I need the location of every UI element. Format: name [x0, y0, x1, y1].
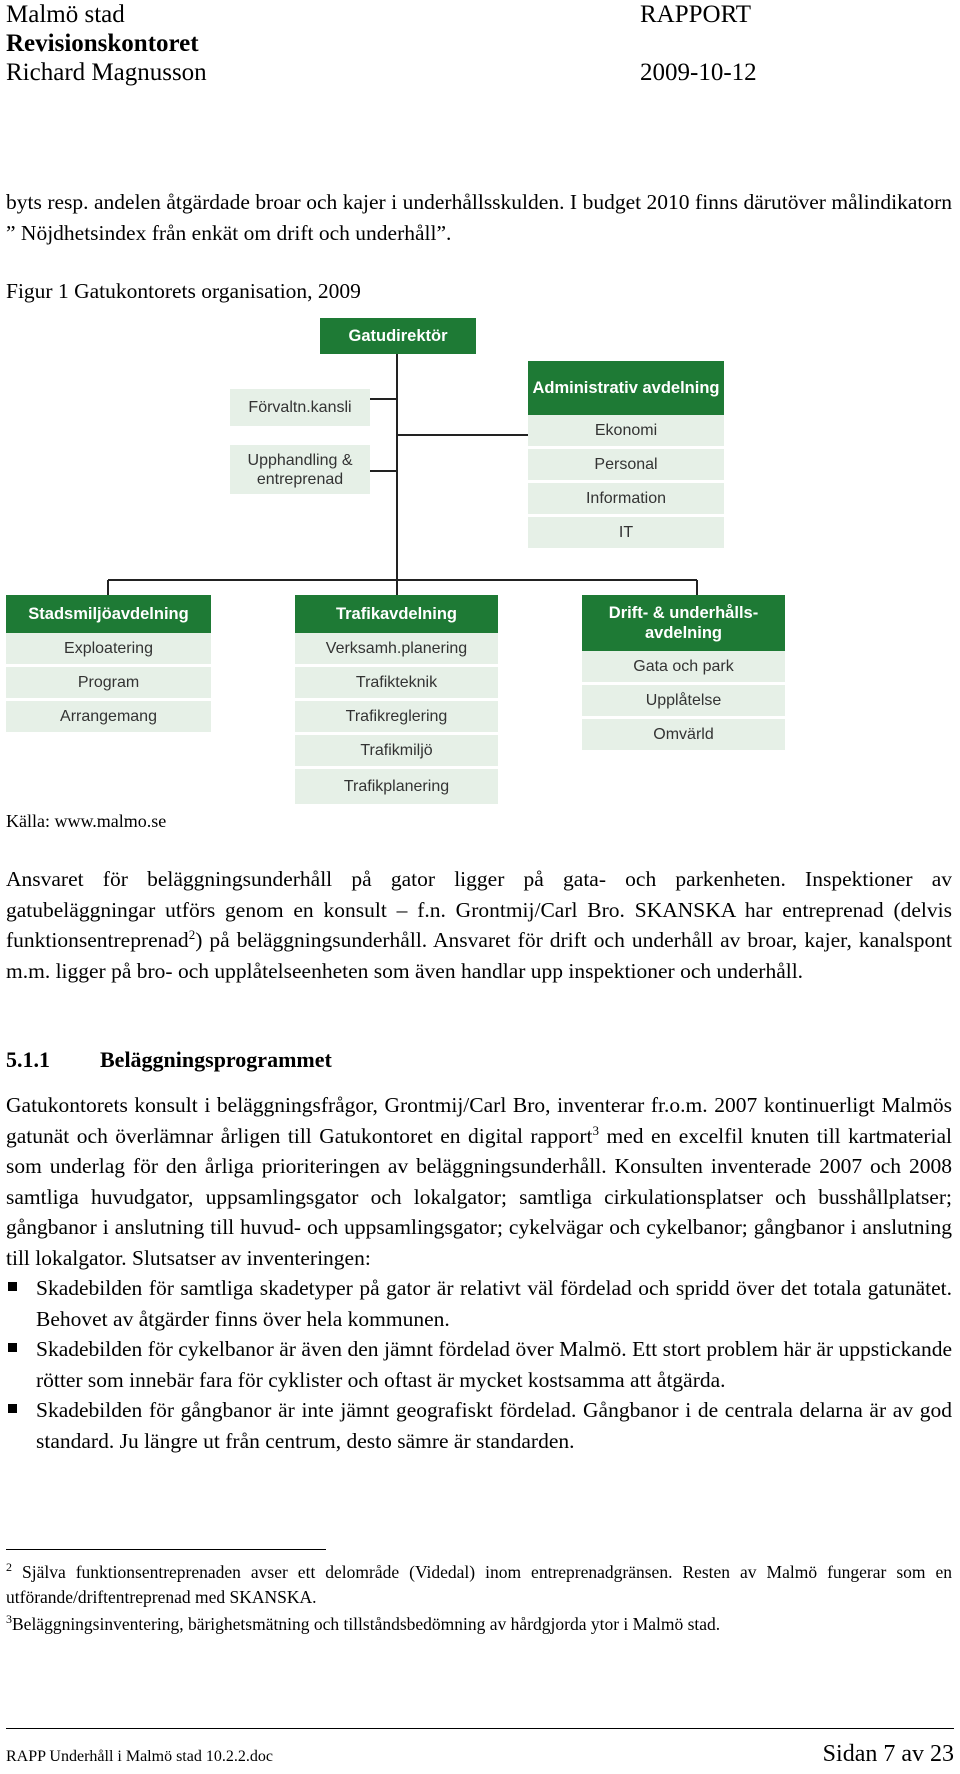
footer-page: Sidan 7 av 23 [822, 1741, 954, 1767]
box-dept-item: Trafikreglering [295, 701, 498, 735]
list-item: Skadebilden för gångbanor är inte jämnt geografiskt fördelad. Gångbanor i de centrala delarna är av god standard. Ju längre ut från centrum, desto sämre är standarden. [6, 1395, 952, 1456]
footnote-ref: 3 [592, 1122, 599, 1138]
footnote [6, 1560, 952, 1610]
box-dept-title: Stadsmiljöavdelning [6, 595, 211, 633]
paragraph-text: ) på beläggningsunderhåll. Ansvaret för drift och underhåll av broar, kajer, kanalspont m.m. ligger på bro- och upplåtelseenheten som även handlar upp inspektioner och underhåll. [6, 928, 952, 983]
box-admin-item: Information [528, 483, 724, 517]
box-admin-item: IT [528, 517, 724, 551]
header-author: Richard Magnusson [6, 59, 207, 86]
section-title: Beläggningsprogrammet [100, 1047, 332, 1072]
section-number: 5.1.1 [6, 1047, 50, 1072]
paragraph-program [6, 1090, 952, 1456]
footnote-number: 3 [6, 1612, 12, 1627]
box-dept-item: Verksamh.planering [295, 633, 498, 667]
footnote-divider [6, 1549, 326, 1550]
figure-source: Källa: www.malmo.se [6, 811, 167, 831]
paragraph-text: med en excelfil knuten till kartmaterial som underlag för den årliga prioriteringen av beläggningsunderhåll. Konsulten inventerade 2007 och 2008 samtliga huvudgator, uppsamlingsgator och lokalgator; samtliga cirkulationsplatser och busshållplatser; gångbanor i anslutning till huvud- och uppsamlingsgator; cykelvägar och cykelbanor; gångbanor i anslutning till lokalgator. Slutsatser av inventeringen: [6, 1123, 952, 1270]
paragraph-text: Gatukontorets konsult i beläggningsfrågor, Grontmij/Carl Bro, inventerar fr.o.m. 2007 kontinuerligt Malmös gatunät och överlämnar årligen till Gatukontoret en digital rapport [6, 1093, 952, 1148]
box-dept-item: Program [6, 667, 211, 701]
figure-caption: Figur 1 Gatukontorets organisation, 2009 [6, 279, 361, 303]
box-dept-item: Omvärld [582, 719, 785, 753]
box-dept-item: Arrangemang [6, 701, 211, 735]
footnote-ref: 2 [188, 926, 196, 942]
box-admin-item: Personal [528, 449, 724, 483]
box-dept-item: Upplåtelse [582, 685, 785, 719]
box-dept-item: Exploatering [6, 633, 211, 667]
list-item: Skadebilden för cykelbanor är även den jämnt fördelad över Malmö. Ett stort problem här är uppstickande rötter som innebär fara för cyklister och oftast är mycket kostsamma att åtgärda. [6, 1334, 952, 1395]
intro-paragraph: byts resp. andelen åtgärdade broar och kajer i underhållsskulden. I budget 2010 finns därutöver målindikatorn ” Nöjdhetsindex från enkät om drift och underhåll”. [6, 190, 952, 245]
box-gatudirektor: Gatudirektör [320, 318, 476, 354]
box-admin-title: Administrativ avdelning [528, 361, 724, 415]
footer-divider [6, 1728, 954, 1729]
box-forvaltn-kansli: Förvaltn.kansli [230, 389, 370, 429]
box-dept-item: Trafikmiljö [295, 735, 498, 769]
conclusions-list [6, 1273, 952, 1456]
box-dept-item: Trafikteknik [295, 667, 498, 701]
header-city: Malmö stad [6, 1, 125, 28]
box-dept-title: Trafikavdelning [295, 595, 498, 633]
footer-file: RAPP Underhåll i Malmö stad 10.2.2.doc [6, 1748, 273, 1765]
box-upphandling: Upphandling & entreprenad [230, 445, 370, 497]
box-dept-title: Drift- & underhålls-avdelning [582, 595, 785, 651]
header-doc-type: RAPPORT [640, 1, 752, 28]
section-heading [6, 1047, 332, 1073]
box-dept-item: Trafikplanering [295, 769, 498, 804]
footnote-text: Själva funktionsentreprenaden avser ett delområde (Videdal) inom entreprenadgränsen. Resten av Malmö fungerar som en utförande/driftentreprenad med SKANSKA. [6, 1562, 952, 1607]
header-date: 2009-10-12 [640, 59, 757, 86]
paragraph-text: Ansvaret för beläggningsunderhåll på gator ligger på gata- och parkenheten. Inspektioner av gatubeläggningar utförs genom en konsult – f.n. Grontmij/Carl Bro. SKANSKA har entreprenad (delvis funktionsentreprenad [6, 867, 952, 952]
footnote-number: 2 [6, 1560, 12, 1575]
footnote-text: Beläggningsinventering, bärighetsmätning och tillståndsbedömning av hårdgjorda ytor i Malmö stad. [12, 1614, 721, 1634]
list-item: Skadebilden för samtliga skadetyper på gator är relativt väl fördelad och spridd över det totala gatunätet. Behovet av åtgärder finns över hela kommunen. [6, 1273, 952, 1334]
box-admin-item: Ekonomi [528, 415, 724, 449]
footnote [6, 1612, 952, 1637]
paragraph-responsibility [6, 864, 952, 986]
header-office: Revisionskontoret [6, 30, 199, 57]
box-dept-item: Gata och park [582, 651, 785, 685]
